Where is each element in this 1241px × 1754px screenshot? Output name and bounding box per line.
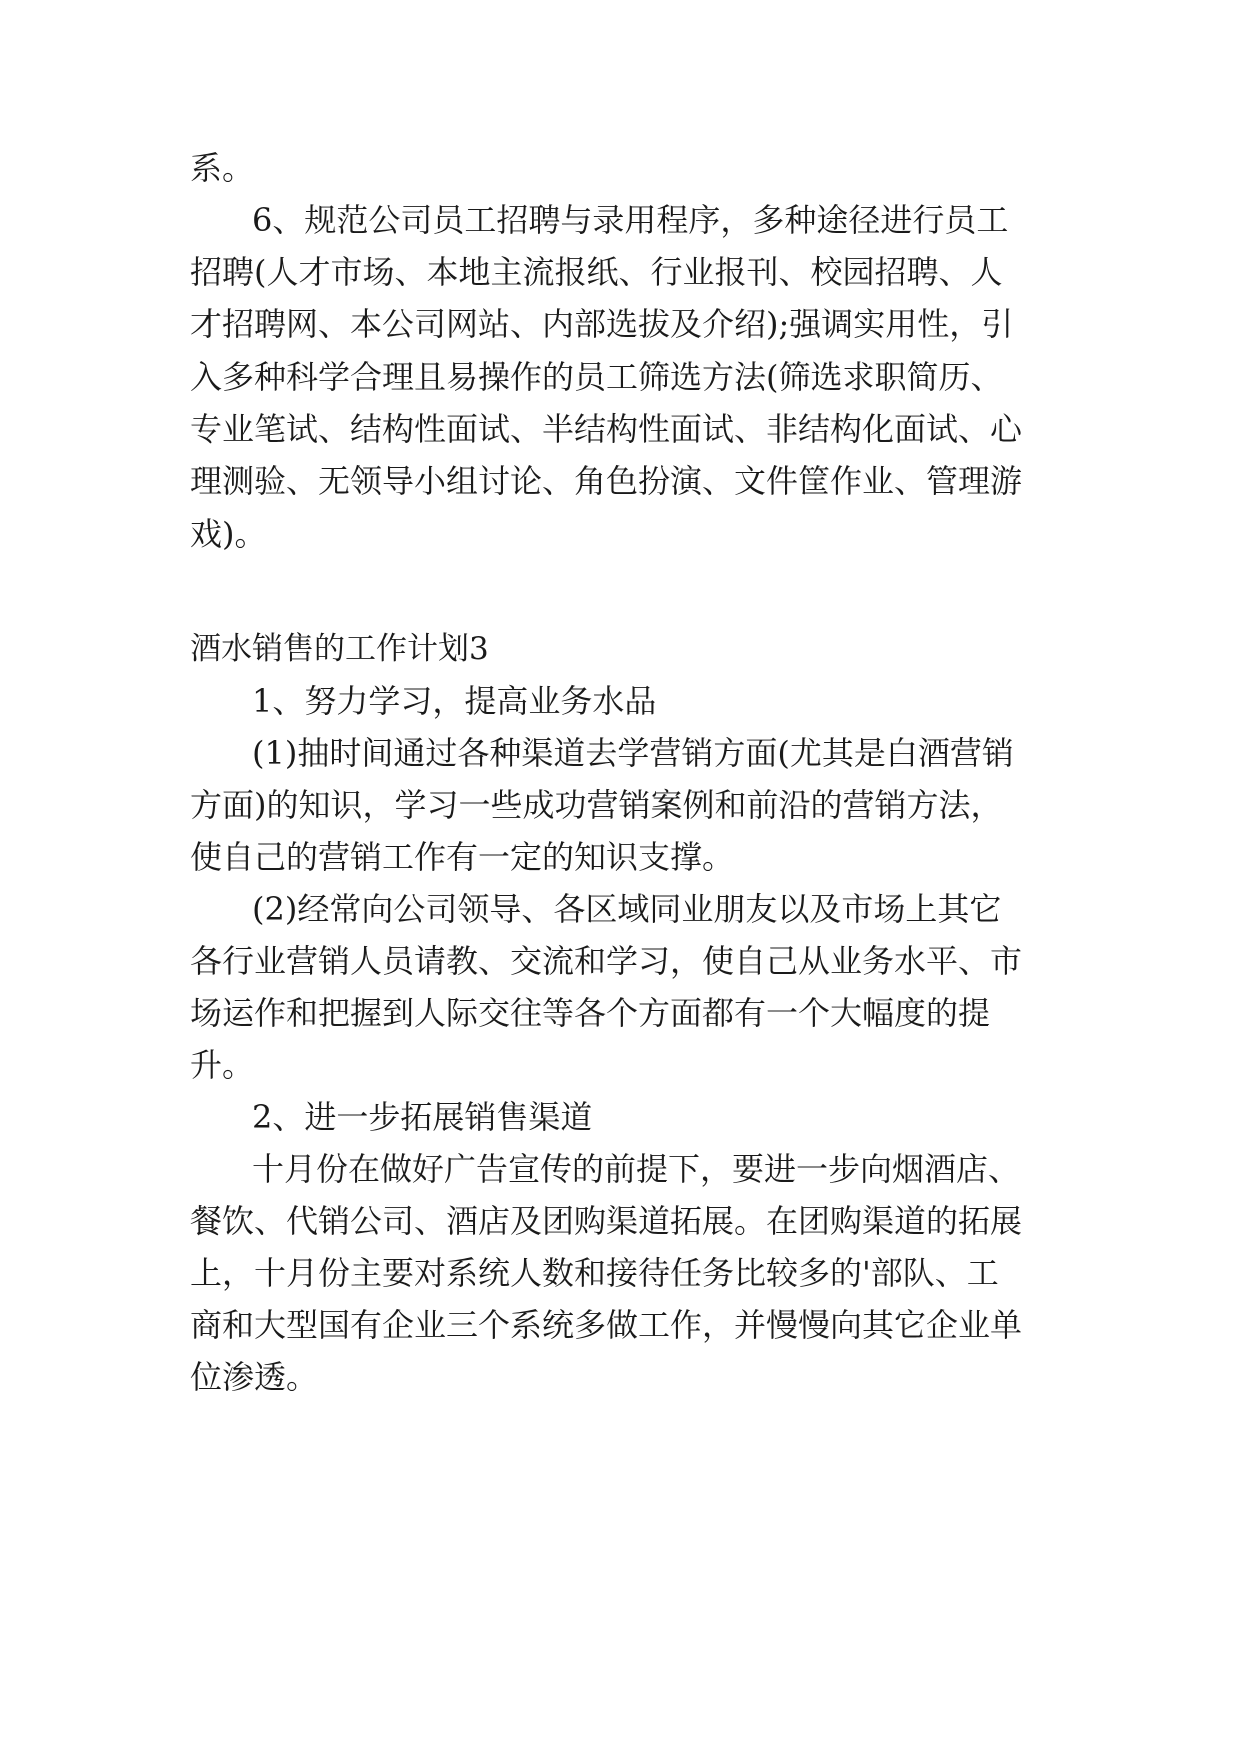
- point-2-body-line: 餐饮、代销公司、酒店及团购渠道拓展。在团购渠道的拓展: [190, 1202, 1023, 1240]
- point-1-sub-2-line: 各行业营销人员请教、交流和学习，使自己从业务水平、市: [190, 942, 1023, 980]
- point-2-body-line: 上，十月份主要对系统人数和接待任务比较多的'部队、工: [190, 1254, 999, 1292]
- item-6-line: 入多种科学合理且易操作的员工筛选方法(筛选求职简历、: [190, 358, 1003, 396]
- item-6-line: 戏)。: [190, 515, 267, 553]
- section-title: 酒水销售的工作计划3: [190, 631, 489, 667]
- point-1-sub-2-line: (2)经常向公司领导、各区域同业朋友以及市场上其它: [252, 890, 1002, 928]
- point-2-body-line: 商和大型国有企业三个系统多做工作，并慢慢向其它企业单: [190, 1306, 1023, 1344]
- item-6-line: 招聘(人才市场、本地主流报纸、行业报刊、校园招聘、人: [190, 253, 1003, 291]
- paragraph-line: 系。: [190, 149, 255, 187]
- point-2-heading: 2、进一步拓展销售渠道: [252, 1098, 593, 1136]
- item-6-line: 专业笔试、结构性面试、半结构性面试、非结构化面试、心: [190, 410, 1023, 448]
- point-1-sub-1-line: 方面)的知识，学习一些成功营销案例和前沿的营销方法，: [190, 786, 1003, 824]
- point-1-heading: 1、努力学习，提高业务水品: [252, 682, 657, 720]
- point-1-sub-1-line: (1)抽时间通过各种渠道去学营销方面(尤其是白酒营销: [252, 734, 1014, 772]
- item-6-line: 理测验、无领导小组讨论、角色扮演、文件筐作业、管理游: [190, 462, 1023, 500]
- point-1-sub-2-line: 场运作和把握到人际交往等各个方面都有一个大幅度的提: [190, 994, 991, 1032]
- point-2-body-line: 十月份在做好广告宣传的前提下，要进一步向烟酒店、: [252, 1150, 1021, 1188]
- item-6-line: 才招聘网、本公司网站、内部选拔及介绍);强调实用性，引: [190, 305, 1014, 343]
- item-6-line: 6、规范公司员工招聘与录用程序，多种途径进行员工: [252, 201, 1009, 239]
- point-1-sub-1-line: 使自己的营销工作有一定的知识支撑。: [190, 838, 735, 876]
- point-2-body-line: 位渗透。: [190, 1358, 319, 1396]
- point-1-sub-2-line: 升。: [190, 1046, 255, 1084]
